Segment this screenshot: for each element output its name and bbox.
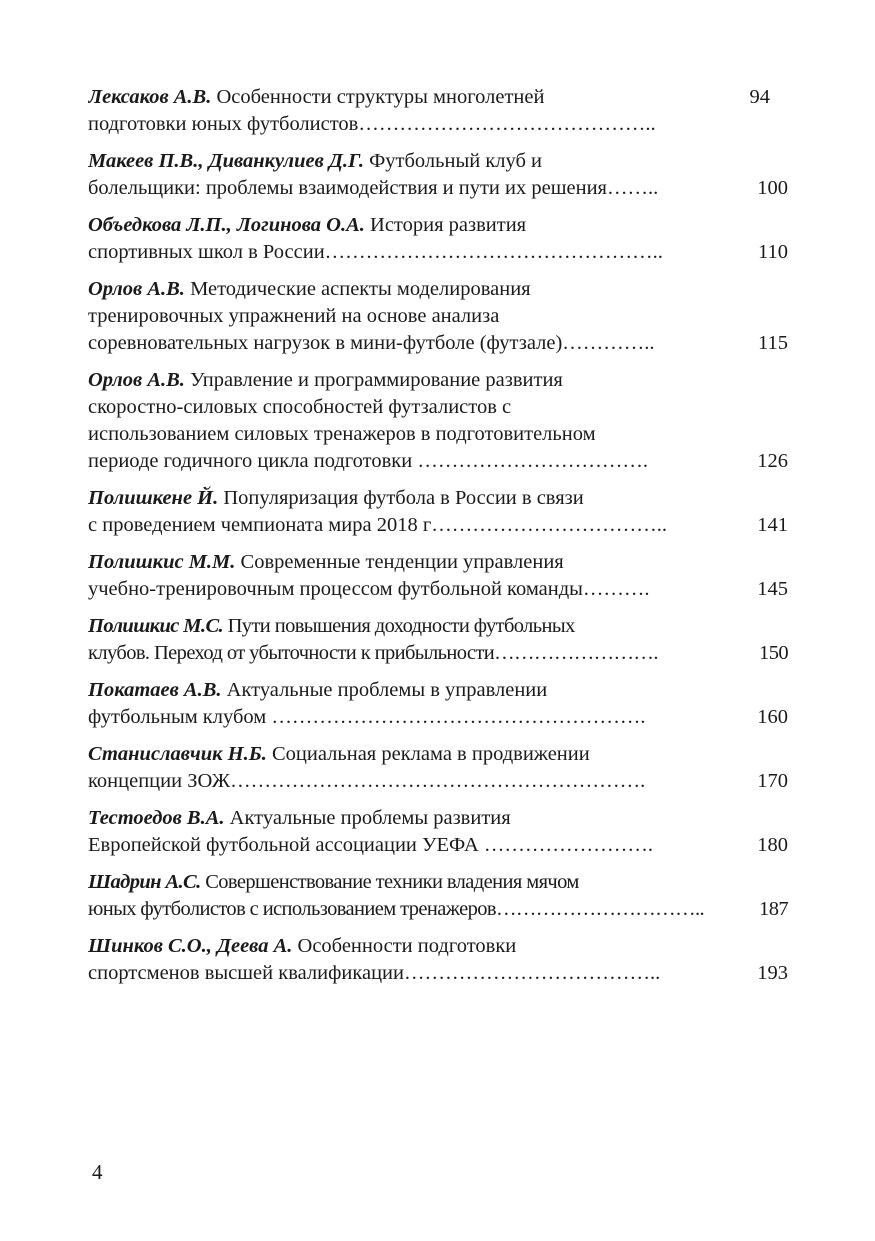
- toc-entry-text: [88, 615, 575, 637]
- toc-entry-line: [88, 576, 788, 603]
- toc-entry-title-part: Современные тенденции управления: [240, 551, 564, 573]
- toc-entry-page-number: 141: [757, 514, 788, 536]
- toc-entry-line: [88, 933, 788, 960]
- toc-entry-text: [88, 448, 757, 475]
- toc-entry-title-part: подготовки юных футболистов……………………………………..: [88, 113, 656, 135]
- toc-entry-page-number: 187: [759, 898, 788, 920]
- toc-entry-page-number: 94: [749, 86, 770, 108]
- toc-entry-text: [88, 871, 579, 893]
- toc-entry-title-part: периоде годичного цикла подготовки …………………………….: [88, 450, 648, 472]
- toc-entry-page-number: 180: [757, 834, 788, 856]
- toc-entry-text: [88, 832, 757, 859]
- toc-entry-text: [88, 576, 757, 603]
- toc-entry-page-number: 126: [757, 450, 788, 472]
- toc-entry: [88, 741, 788, 795]
- toc-entry-line: [88, 805, 788, 832]
- toc-entry-title-part: спортсменов высшей квалификации………………………………..: [88, 962, 661, 984]
- toc-entry-line: [88, 512, 788, 539]
- toc-entry-text: [88, 551, 564, 573]
- toc-entry-page-number: 193: [757, 962, 788, 984]
- toc-entry-text: [88, 704, 757, 731]
- toc-entry-text: [88, 150, 542, 172]
- toc-entry-authors: Тестоедов В.А.: [88, 807, 225, 829]
- toc-entry-text: [88, 278, 531, 300]
- toc-entry-page-number: 160: [757, 706, 788, 728]
- toc-entry-title-part: Управление и программирование развития: [190, 369, 563, 391]
- toc-entry-line: [88, 741, 788, 768]
- toc-entry-text: [88, 239, 758, 266]
- toc-entry-text: [88, 743, 590, 765]
- toc-entry-title-part: учебно-тренировочным процессом футбольной команды……….: [88, 578, 650, 600]
- toc-entry-text: [88, 214, 526, 236]
- toc-entry: [88, 613, 788, 667]
- toc-entry-line: [88, 677, 788, 704]
- toc-entry: [88, 933, 788, 987]
- toc-entry-line: [88, 421, 788, 448]
- toc-entry: [88, 84, 788, 138]
- toc-entry-line: [88, 768, 788, 795]
- toc-entry-line: [88, 212, 788, 239]
- toc-entry-line: [88, 303, 788, 330]
- toc-entry-text: [88, 113, 656, 135]
- toc-entry-line: [88, 276, 788, 303]
- toc-entry-line: [88, 330, 788, 357]
- toc-entry: [88, 276, 788, 357]
- toc-entry-title-part: использованием силовых тренажеров в подготовительном: [88, 423, 596, 445]
- toc-entry-authors: Шинков С.О., Деева А.: [88, 935, 293, 957]
- toc-entry-title-part: Популяризация футбола в России в связи: [223, 487, 584, 509]
- toc-entry-title-part: Совершенствование техники владения мячом: [205, 871, 579, 893]
- toc-entry: [88, 869, 788, 923]
- toc-entry-title-part: Социальная реклама в продвижении: [272, 743, 590, 765]
- toc-entry: [88, 212, 788, 266]
- toc-entry-authors: Лексаков А.В.: [88, 86, 212, 108]
- toc-entry-authors: Станиславчик Н.Б.: [88, 743, 267, 765]
- toc-entry-page-number: 145: [757, 578, 788, 600]
- toc-entry-text: [88, 423, 596, 445]
- toc-entry-title-part: Актуальные проблемы в управлении: [226, 679, 548, 701]
- toc-entry-text: [88, 175, 757, 202]
- toc-entry-title-part: Европейской футбольной ассоциации УЕФА …………………….: [88, 834, 654, 856]
- toc-entry-line: [88, 896, 788, 923]
- toc-entry-title-part: Особенности структуры многолетней: [216, 86, 545, 108]
- toc-entry-title-part: клубов. Переход от убыточности к прибыльности…………………….: [88, 642, 658, 664]
- toc-entry-page-number: 100: [757, 177, 788, 199]
- toc-entry-text: [88, 896, 759, 923]
- toc-entry-line: [88, 111, 788, 138]
- toc-entry-page-number: 150: [759, 642, 788, 664]
- toc-entry-title-part: концепции ЗОЖ…………………………………………………….: [88, 770, 646, 792]
- toc-entry-text: [88, 512, 757, 539]
- toc-entry-authors: Шадрин А.С.: [88, 871, 201, 893]
- toc-entry-authors: Макеев П.В., Диванкулиев Д.Г.: [88, 150, 364, 172]
- toc-entry: [88, 805, 788, 859]
- toc-entry-page-number: 110: [758, 241, 788, 263]
- toc-entry: [88, 549, 788, 603]
- toc-entry-text: [88, 935, 516, 957]
- toc-entry-title-part: соревновательных нагрузок в мини-футболе (футзале)…………..: [88, 332, 655, 354]
- toc-entry-page-number: 170: [757, 770, 788, 792]
- toc-entry-authors: Орлов А.В.: [88, 278, 185, 300]
- toc-entry-line: [88, 367, 788, 394]
- toc-entry-title-part: скоростно-силовых способностей футзалистов с: [88, 396, 512, 418]
- toc-entry-title-part: тренировочных упражнений на основе анализа: [88, 305, 500, 327]
- toc-entry-authors: Полишкис М.М.: [88, 551, 236, 573]
- toc-entry-text: [88, 305, 499, 327]
- toc-entry-page-number: 115: [758, 332, 788, 354]
- toc-entry-text: [88, 487, 584, 509]
- toc-entry-line: [88, 448, 788, 475]
- toc-entry-line: [88, 613, 788, 640]
- toc-entry-authors: Объедкова Л.П., Логинова О.А.: [88, 214, 365, 236]
- toc-entry-line: [88, 394, 788, 421]
- toc-entry-title-part: Методические аспекты моделирования: [190, 278, 531, 300]
- toc-entry-line: [88, 960, 788, 987]
- toc-entry-title-part: с проведением чемпионата мира 2018 г……………………………..: [88, 514, 667, 536]
- toc-entry-text: [88, 960, 757, 987]
- toc-entry: [88, 367, 788, 475]
- toc-entry-title-part: Футбольный клуб и: [369, 150, 543, 172]
- toc-entry-line: [88, 549, 788, 576]
- toc-entry-authors: Орлов А.В.: [88, 369, 185, 391]
- toc-entry-title-part: футбольным клубом ……………………………………………….: [88, 706, 646, 728]
- toc-entry-text: [88, 768, 757, 795]
- toc-entry: [88, 148, 788, 202]
- toc-entry-text: [88, 369, 563, 391]
- toc-entry-line: [88, 84, 788, 111]
- toc-entry-title-part: Особенности подготовки: [297, 935, 517, 957]
- table-of-contents: [88, 84, 788, 997]
- toc-entry: [88, 485, 788, 539]
- toc-entry-title-part: болельщики: проблемы взаимодействия и пути их решения……..: [88, 177, 659, 199]
- toc-entry-title-part: юных футболистов с использованием тренажеров…………………………..: [88, 898, 705, 920]
- toc-entry-line: [88, 832, 788, 859]
- toc-entry: [88, 677, 788, 731]
- toc-entry-title-part: Пути повышения доходности футбольных: [227, 615, 575, 637]
- toc-entry-text: [88, 807, 511, 829]
- toc-entry-line: [88, 704, 788, 731]
- toc-entry-line: [88, 869, 788, 896]
- toc-entry-text: [88, 84, 750, 111]
- toc-entry-line: [88, 175, 788, 202]
- toc-entry-title-part: спортивных школ в России…………………………………………..: [88, 241, 663, 263]
- toc-entry-text: [88, 330, 758, 357]
- toc-entry-line: [88, 148, 788, 175]
- toc-entry-text: [88, 396, 511, 418]
- toc-entry-title-part: История развития: [370, 214, 527, 236]
- page-number: 4: [92, 1160, 103, 1184]
- toc-entry-authors: Полишкене Й.: [88, 487, 219, 509]
- toc-entry-line: [88, 239, 788, 266]
- toc-entry-line: [88, 485, 788, 512]
- toc-entry-text: [88, 679, 547, 701]
- toc-entry-title-part: Актуальные проблемы развития: [229, 807, 511, 829]
- toc-entry-authors: Покатаев А.В.: [88, 679, 222, 701]
- toc-entry-text: [88, 640, 759, 667]
- toc-entry-line: [88, 640, 788, 667]
- toc-entry-authors: Полишкис М.С.: [88, 615, 224, 637]
